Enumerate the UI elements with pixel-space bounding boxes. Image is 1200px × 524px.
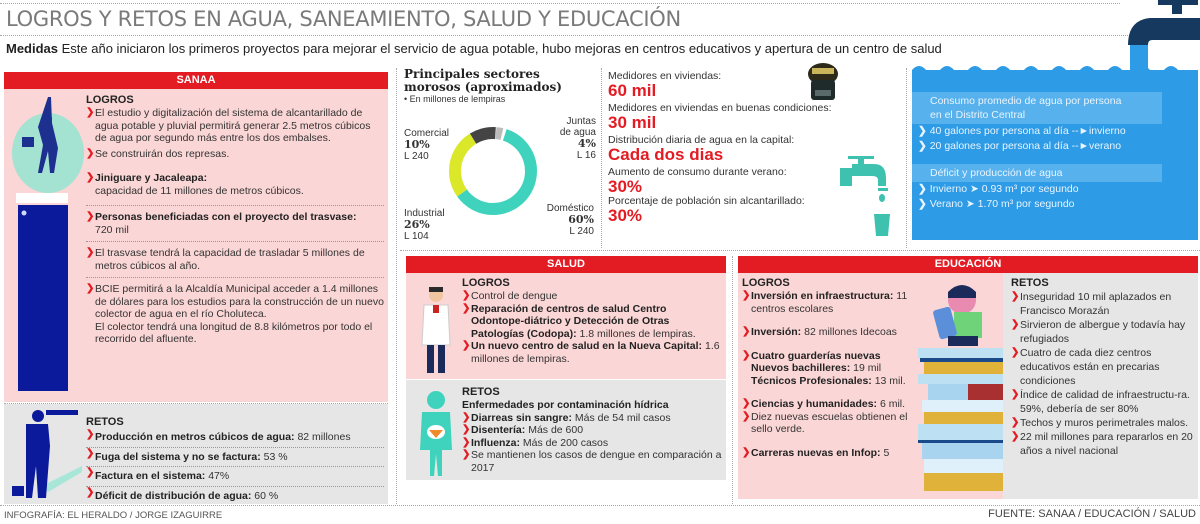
list-item xyxy=(86,429,384,448)
salud-retos-intro: Enfermedades por contaminación hídrica xyxy=(462,399,669,411)
subtitle-label: Medidas xyxy=(6,41,59,56)
row-divider xyxy=(400,250,1200,251)
category: Doméstico xyxy=(546,203,594,214)
child-stomach-icon xyxy=(416,390,456,478)
list-item xyxy=(742,326,912,339)
list-item xyxy=(742,411,912,436)
sanaa-logros-list xyxy=(86,107,384,197)
divider xyxy=(86,241,384,242)
tap-icon xyxy=(840,156,900,246)
stat-value: 30% xyxy=(608,206,643,225)
consumo-line: ❯ 40 galones por persona al día --►invierno xyxy=(912,124,1198,139)
chart-title-line1: Principales sectores xyxy=(404,67,540,81)
list-item-text: 19 mil xyxy=(850,362,882,374)
subtitle-text: Este año iniciaron los primeros proyectos para mejorar el servicio de agua potable, hubo mejoras en centros educativos y apertura de un centro de salud xyxy=(58,41,942,56)
list-item-value: 60 % xyxy=(251,489,279,502)
list-item-text: 5 xyxy=(880,446,890,459)
list-item-bold: Déficit de distribución de agua: xyxy=(95,489,252,502)
chart-title-line2: morosos (aproximados) xyxy=(404,80,562,94)
educacion-section xyxy=(738,256,1198,504)
edu-retos-list xyxy=(1011,290,1195,458)
footer-credit: INFOGRAFÍA: EL HERALDO / JORGE IZAGUIRRE xyxy=(4,510,223,521)
water-stats xyxy=(608,70,900,246)
list-item-bold: Ciencias y humanidades: xyxy=(751,398,878,410)
stat-value: 30% xyxy=(608,177,643,196)
morosos-chart xyxy=(404,68,599,246)
list-item xyxy=(86,448,384,468)
deficit-heading: Déficit y producción de agua xyxy=(912,164,1162,182)
category: Industrial xyxy=(404,208,445,219)
list-item-text: 11 centros escolares xyxy=(751,290,908,315)
footer-source: FUENTE: SANAA / EDUCACIÓN / SALUD xyxy=(988,508,1196,520)
sanaa-header: SANAA xyxy=(4,72,388,89)
list-item-bold: Influenza: xyxy=(471,436,520,449)
list-item: ❯ Techos y muros perimetrales malos. xyxy=(1011,416,1195,430)
deficit-line: ❯ Verano ➤ 1.70 m³ por segundo xyxy=(912,197,1198,212)
list-item xyxy=(462,290,722,303)
list-item xyxy=(86,211,384,236)
edu-logros-title: LOGROS xyxy=(742,277,790,289)
amount: L 16 xyxy=(576,150,596,161)
sanaa-section xyxy=(4,72,388,504)
wave-decoration xyxy=(912,62,1198,76)
list-item-bold: Personas beneficiadas con el proyecto del trasvase: xyxy=(95,211,357,223)
list-item: ❯ Se construirán dos represas. xyxy=(86,148,384,161)
column-divider xyxy=(906,68,907,248)
list-item-text: 1.6 millones de lempiras. xyxy=(471,340,720,365)
salud-retos-title: RETOS xyxy=(462,386,500,398)
list-item-text: 1.8 millones de lempiras. xyxy=(576,327,696,340)
edu-logros-list xyxy=(742,290,912,459)
list-item xyxy=(86,487,384,506)
list-item-text: Más de 200 casos xyxy=(520,436,609,449)
list-item xyxy=(86,172,384,197)
list-item-bold: Jiniguare y Jacaleapa: xyxy=(95,172,208,184)
list-item-text: BCIE permitirá a la Alcaldía Municipal acceder a 1.4 millones de dólares para los estudios para la construcción de un nuevo colector de agua en el río Choluteca. xyxy=(95,283,384,320)
footer-divider xyxy=(0,505,1200,506)
stat-item xyxy=(608,102,900,131)
list-item xyxy=(742,398,912,411)
list-item-bold: Producción en metros cúbicos de agua: xyxy=(95,431,295,443)
page-title: LOGROS Y RETOS EN AGUA, SANEAMIENTO, SALUD Y EDUCACIÓN xyxy=(6,7,681,31)
salud-logros-panel xyxy=(406,273,726,379)
donut-chart xyxy=(448,126,538,216)
list-item xyxy=(462,340,722,365)
list-item-bold: Inversión: xyxy=(751,326,802,338)
sanaa-logros-panel xyxy=(4,89,388,402)
amount: L 240 xyxy=(404,151,429,162)
percent: 10% xyxy=(404,138,430,151)
list-item-bold: Reparación de centros de salud Centro Odontope-diátrico y Detección de Otras Patologías (Codopa): xyxy=(471,302,670,340)
consumo-heading-line2: en el Distrito Central xyxy=(930,109,1026,121)
stat-item xyxy=(608,70,900,99)
label-comercial xyxy=(404,128,449,162)
student-books-icon xyxy=(918,278,1008,500)
list-item-text: 6 mil. xyxy=(877,398,906,410)
stat-label: Porcentaje de población sin alcantarillado: xyxy=(608,195,805,207)
list-item-value: 53 % xyxy=(260,450,288,463)
telescope-man-icon xyxy=(12,406,82,502)
stat-value: 30 mil xyxy=(608,113,657,132)
salud-retos-list xyxy=(462,412,722,475)
deficit-line: ❯ Invierno ➤ 0.93 m³ por segundo xyxy=(912,182,1198,197)
list-item-bold: Cuatro guarderías nuevas Nuevos bachilleres: xyxy=(751,349,881,374)
sanaa-retos-list xyxy=(86,429,384,505)
list-item-bold: Técnicos Profesionales: xyxy=(751,374,872,387)
water-meter-icon xyxy=(806,62,840,102)
list-item xyxy=(86,283,384,346)
stat-label: Aumento de consumo durante verano: xyxy=(608,166,787,178)
list-item-text: El colector tendrá una longitud de 8.8 kilómetros por todo el recorrido del afluente. xyxy=(95,320,373,345)
list-item xyxy=(462,424,722,437)
column-divider xyxy=(601,68,602,248)
list-item-text: 720 mil xyxy=(95,223,129,236)
list-item-bold: Inversión en infraestructura: xyxy=(751,290,894,302)
sanaa-logros-list-3 xyxy=(86,247,384,272)
chart-subtitle: • En millones de lempiras xyxy=(404,94,506,104)
label-juntas xyxy=(554,116,596,161)
label-industrial xyxy=(404,208,445,242)
amount: L 104 xyxy=(404,231,429,242)
list-item: ❯ El trasvase tendrá la capacidad de trasladar 5 millones de metros cúbicos al año. xyxy=(86,247,384,272)
percent: 60% xyxy=(568,213,594,226)
list-item-bold: Carreras nuevas en Infop: xyxy=(751,446,881,459)
salud-logros-title: LOGROS xyxy=(462,277,510,289)
category: Comercial xyxy=(404,128,450,139)
list-item xyxy=(462,449,722,474)
title-divider-bottom xyxy=(0,35,1130,36)
divider xyxy=(86,205,384,206)
list-item-text: 82 millones Idecoas xyxy=(801,326,897,338)
edu-retos-title: RETOS xyxy=(1011,277,1049,289)
list-item: ❯ 22 mil millones para repararlos en 20 años a nivel nacional xyxy=(1011,430,1195,458)
list-item-bold: Disentería: xyxy=(471,424,526,436)
list-item-text: Se mantienen los casos de dengue en comparación a 2017 xyxy=(471,449,722,474)
consumo-heading xyxy=(912,92,1162,124)
percent: 26% xyxy=(404,218,430,231)
educacion-retos-panel xyxy=(1003,273,1198,499)
list-item xyxy=(462,303,722,341)
list-item xyxy=(86,467,384,487)
list-item: ❯ Índice de calidad de infraestructu-ra. 59%, debería de ser 80% xyxy=(1011,388,1195,416)
educacion-header: EDUCACIÓN xyxy=(738,256,1198,273)
sanaa-logros-list-2 xyxy=(86,211,384,236)
list-item xyxy=(462,437,722,450)
list-item-value: 47% xyxy=(205,470,230,482)
salud-section xyxy=(406,256,726,504)
column-divider xyxy=(732,256,733,504)
list-item: ❯ Inseguridad 10 mil aplazados en Francisco Morazán xyxy=(1011,290,1195,318)
salud-logros-list xyxy=(462,290,722,365)
list-item: ❯ Sirvieron de albergue y todavía hay refugiados xyxy=(1011,318,1195,346)
stat-value: Cada dos dias xyxy=(608,145,724,164)
sanaa-retos-panel xyxy=(4,404,388,504)
sanaa-retos-title: RETOS xyxy=(86,416,124,428)
stat-label: Medidores en viviendas en buenas condiciones: xyxy=(608,102,832,114)
salud-retos-panel xyxy=(406,380,726,480)
list-item-text: Más de 54 mil casos xyxy=(571,411,671,424)
doctor-icon xyxy=(420,285,452,375)
column-divider xyxy=(396,68,397,504)
water-consumption-panel xyxy=(912,70,1198,240)
list-item xyxy=(742,447,912,460)
category: Juntas de agua xyxy=(559,116,596,138)
businessman-hand-icon xyxy=(8,93,88,393)
title-divider-top xyxy=(0,3,1120,4)
list-item-text: Diez nuevas escuelas obtienen el sello verde. xyxy=(751,410,908,435)
list-item-bold: Factura en el sistema: xyxy=(95,470,206,482)
consumo-heading-line1: Consumo promedio de agua por persona xyxy=(930,95,1122,107)
stat-label: Medidores en viviendas: xyxy=(608,70,722,82)
amount: L 240 xyxy=(569,226,594,237)
list-item xyxy=(742,290,912,315)
list-item xyxy=(462,412,722,425)
sanaa-logros-list-4 xyxy=(86,283,384,346)
stat-value: 60 mil xyxy=(608,81,657,100)
percent: 4% xyxy=(577,137,596,150)
label-domestico xyxy=(534,203,594,237)
list-item-bold: Diarreas sin sangre: xyxy=(471,411,572,424)
chart-title xyxy=(404,68,599,94)
divider xyxy=(86,277,384,278)
sanaa-logros-title: LOGROS xyxy=(86,94,134,106)
list-item-text: Más de 600 xyxy=(525,424,584,436)
list-item-value: 82 millones xyxy=(294,431,351,443)
stat-label: Distribución diaria de agua en la capital: xyxy=(608,134,795,146)
list-item: ❯ El estudio y digitalización del sistema de alcantarillado de agua potable y pluvial permitirá generar 2.5 metros cúbicos de agua por segundo más entre los dos embalses. xyxy=(86,107,384,145)
list-item-text: capacidad de 11 millones de metros cúbicos. xyxy=(95,184,304,197)
list-item xyxy=(742,350,912,388)
list-item: ❯ Cuatro de cada diez centros educativos están en precarias condiciones xyxy=(1011,346,1195,388)
salud-header: SALUD xyxy=(406,256,726,273)
list-item-bold: Un nuevo centro de salud en la Nueva Capital: xyxy=(471,340,703,352)
consumo-line: ❯ 20 galones por persona al día --►verano xyxy=(912,139,1198,154)
list-item-text: 13 mil. xyxy=(871,374,906,387)
subtitle xyxy=(6,41,942,56)
list-item-text: Control de dengue xyxy=(471,290,558,302)
list-item-bold: Fuga del sistema y no se factura: xyxy=(95,450,261,463)
